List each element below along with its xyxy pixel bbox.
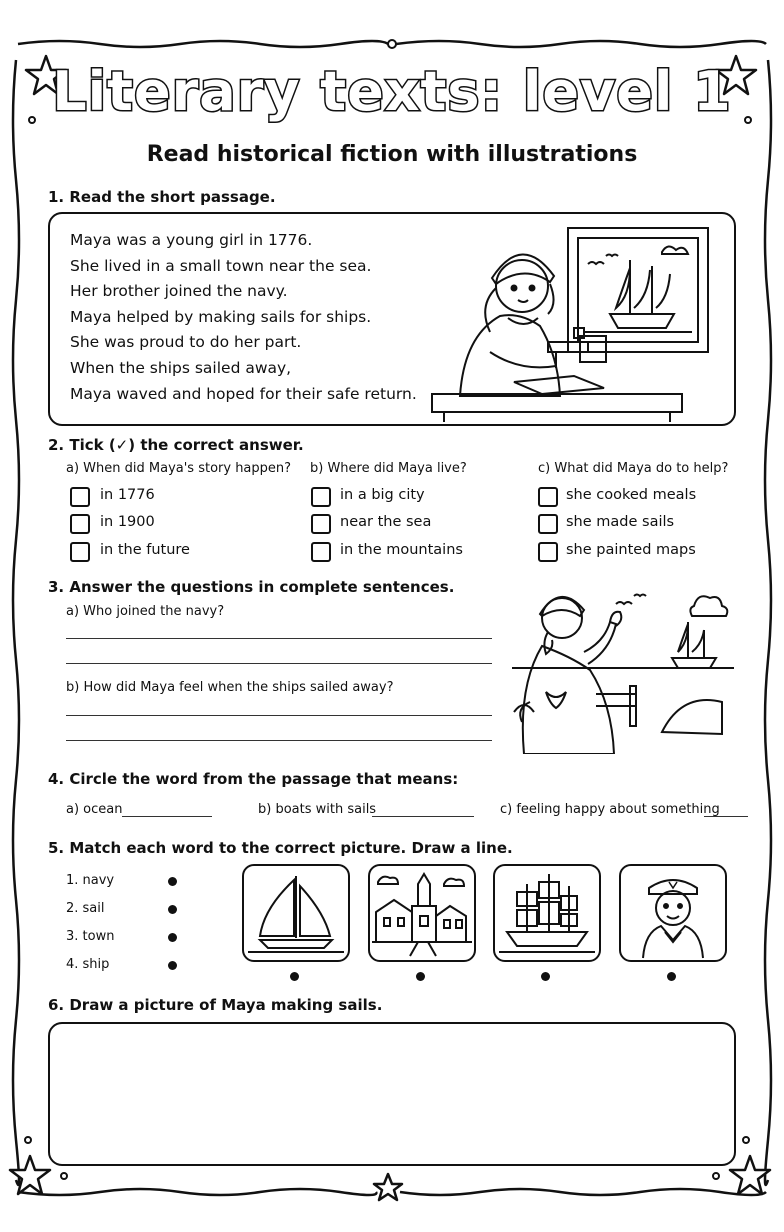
checkbox-q2b-2[interactable]: [311, 514, 331, 534]
answer-line[interactable]: [122, 816, 212, 817]
page-title: Literary texts: level 1: [52, 60, 732, 123]
checkbox-q2b-3[interactable]: [311, 542, 331, 562]
q2b-prompt: b) Where did Maya live?: [310, 461, 467, 476]
star-icon: [730, 1156, 770, 1194]
option-label: in a big city: [340, 487, 425, 503]
star-icon: [10, 1156, 50, 1194]
page-subtitle: Read historical fiction with illustrations: [146, 142, 638, 167]
passage-line: She was proud to do her part.: [70, 333, 302, 352]
town-icon: [370, 866, 474, 960]
ship-icon: [495, 866, 599, 960]
passage-line: When the ships sailed away,: [70, 358, 292, 377]
match-word: 2. sail: [66, 901, 105, 916]
sailboat-icon: [244, 866, 348, 960]
maya-waving-illustration: [512, 582, 734, 754]
q4-heading: 4. Circle the word from the passage that means:: [48, 770, 459, 788]
option-label: she cooked meals: [566, 487, 697, 503]
passage-line: She lived in a small town near the sea.: [70, 256, 372, 275]
q6-heading: 6. Draw a picture of Maya making sails.: [48, 996, 383, 1014]
checkbox-q2c-2[interactable]: [538, 514, 558, 534]
q1-heading: 1. Read the short passage.: [48, 188, 276, 206]
q4b-prompt: b) boats with sails: [258, 802, 377, 817]
match-dot[interactable]: [541, 972, 550, 981]
q2-heading: 2. Tick (✓) the correct answer.: [48, 436, 304, 454]
match-dot[interactable]: [290, 972, 299, 981]
match-dot[interactable]: [168, 961, 177, 970]
option-label: in the future: [100, 542, 190, 558]
checkbox-q2c-1[interactable]: [538, 487, 558, 507]
option-label: she painted maps: [566, 542, 696, 558]
match-word: 4. ship: [66, 957, 110, 972]
answer-line[interactable]: [704, 816, 748, 817]
q3-heading: 3. Answer the questions in complete sentences.: [48, 578, 455, 596]
maya-sewing-illustration: [430, 222, 720, 422]
answer-line[interactable]: [66, 638, 492, 639]
passage-line: Maya helped by making sails for ships.: [70, 307, 372, 326]
match-word: 3. town: [66, 929, 115, 944]
checkbox-q2b-1[interactable]: [311, 487, 331, 507]
q4c-prompt: c) feeling happy about something: [500, 802, 720, 817]
drawing-area[interactable]: [48, 1022, 736, 1166]
q3b-prompt: b) How did Maya feel when the ships sailed away?: [66, 680, 394, 695]
star-icon: [374, 1174, 402, 1200]
q5-heading: 5. Match each word to the correct picture. Draw a line.: [48, 839, 513, 857]
option-label: in 1776: [100, 487, 155, 503]
passage-line: Maya was a young girl in 1776.: [70, 231, 313, 249]
checkbox-q2c-3[interactable]: [538, 542, 558, 562]
passage-line: Her brother joined the navy.: [70, 282, 288, 301]
checkbox-q2a-2[interactable]: [70, 514, 90, 534]
town-picture: [368, 864, 476, 962]
q2c-prompt: c) What did Maya do to help?: [538, 461, 729, 476]
option-label: in the mountains: [340, 542, 463, 558]
match-dot[interactable]: [416, 972, 425, 981]
q4a-prompt: a) ocean: [66, 802, 123, 817]
passage-line: Maya waved and hoped for their safe return.: [70, 384, 417, 403]
ship-picture: [493, 864, 601, 962]
answer-line[interactable]: [372, 816, 474, 817]
answer-line[interactable]: [66, 663, 492, 664]
option-label: in 1900: [100, 514, 155, 530]
sailor-picture: [619, 864, 727, 962]
match-dot[interactable]: [168, 877, 177, 886]
checkbox-q2a-3[interactable]: [70, 542, 90, 562]
option-label: near the sea: [340, 514, 432, 530]
sailboat-picture: [242, 864, 350, 962]
answer-line[interactable]: [66, 715, 492, 716]
match-word: 1. navy: [66, 873, 115, 888]
match-dot[interactable]: [168, 933, 177, 942]
answer-line[interactable]: [66, 740, 492, 741]
passage-text: [70, 228, 417, 407]
match-dot[interactable]: [667, 972, 676, 981]
option-label: she made sails: [566, 514, 675, 530]
q2a-prompt: a) When did Maya's story happen?: [66, 461, 292, 476]
q3a-prompt: a) Who joined the navy?: [66, 604, 225, 619]
sailor-icon: [621, 866, 725, 960]
checkbox-q2a-1[interactable]: [70, 487, 90, 507]
match-dot[interactable]: [168, 905, 177, 914]
